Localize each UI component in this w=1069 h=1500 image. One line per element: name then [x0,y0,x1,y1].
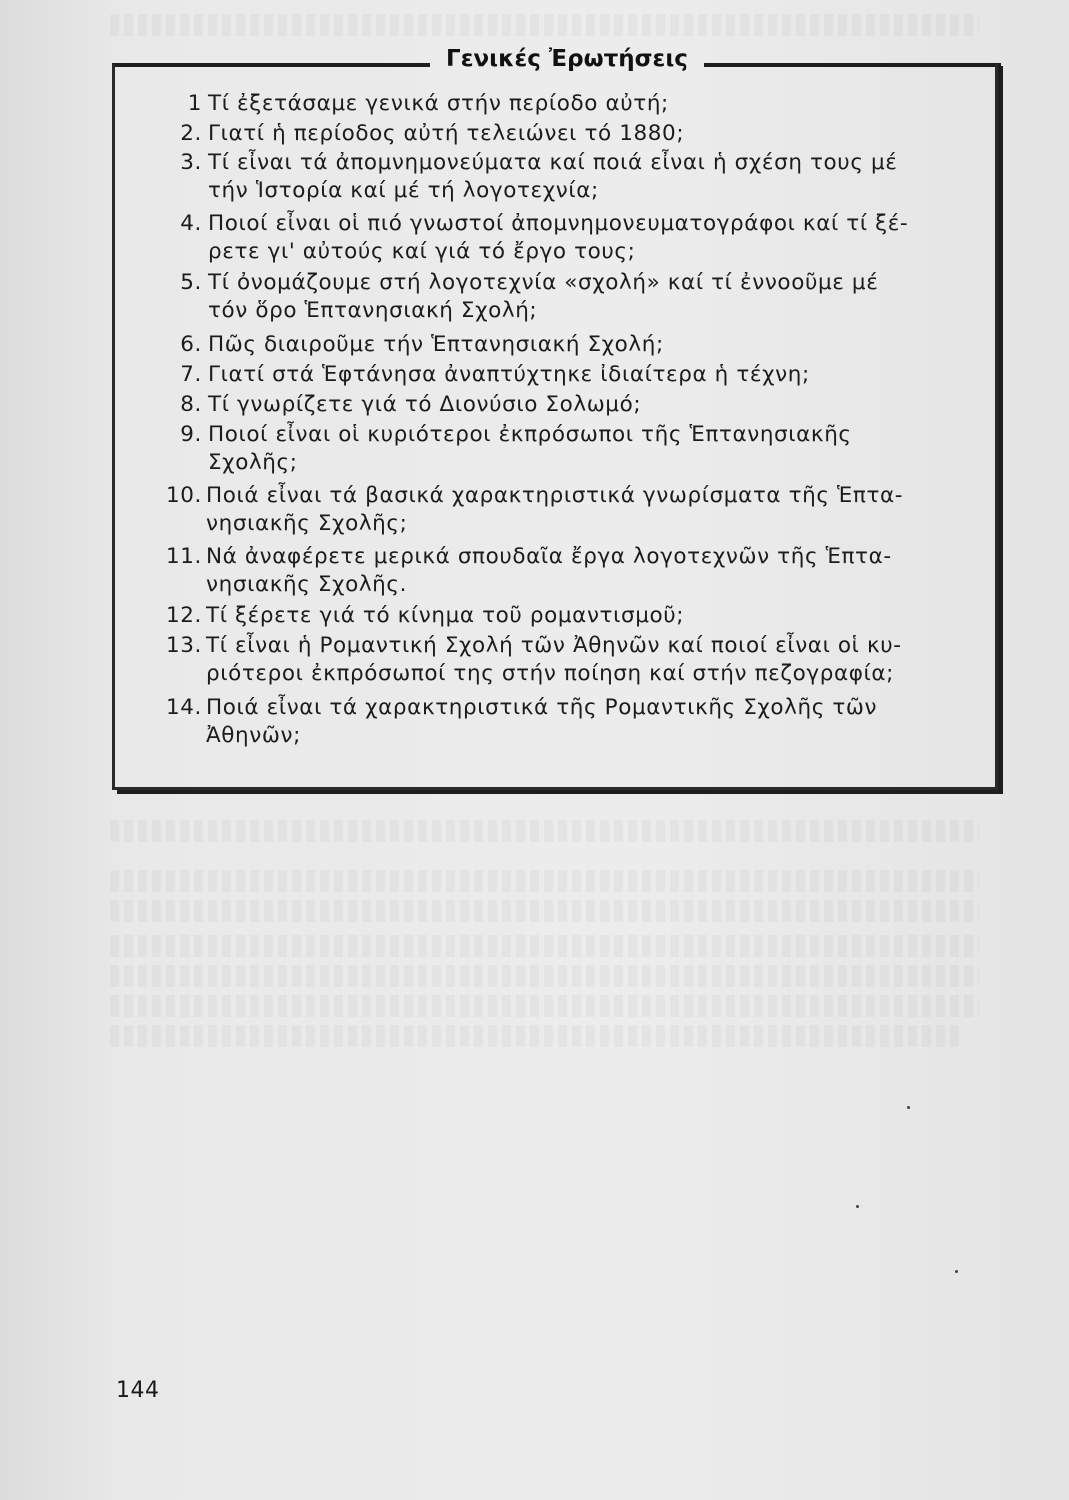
question-number: 4. [180,211,202,236]
question-text-line: Τί εἶναι τά ἀπομνημονεύματα καί ποιά εἶναι ἡ σχέση τους μέ [208,150,898,175]
section-title: Γενικές Ἐρωτήσεις [446,46,688,72]
question-text-line: Τί εἶναι ἡ Ρομαντική Σχολή τῶν Ἀθηνῶν καί ποιοί εἶναι οἱ κυ- [206,633,902,658]
bleed-through-texture [110,900,979,922]
bleed-through-texture [110,14,979,36]
question-text-line: Νά ἀναφέρετε μερικά σπουδαῖα ἔργα λογοτεχνῶν τῆς Ἑπτα- [206,544,892,569]
question-text-line: Πῶς διαιροῦμε τήν Ἑπτανησιακή Σχολή; [208,332,664,357]
question-item [140,421,980,480]
question-item [140,149,980,208]
question-number: 5. [180,270,202,295]
question-text-line: ριότεροι ἐκπρόσωποί της στήν ποίηση καί στήν πεζογραφία; [206,660,895,686]
bleed-through-texture [110,870,979,892]
question-number: 6. [180,332,202,357]
question-text-line: Ποιοί εἶναι οἱ πιό γνωστοί ἀπομνημονευματογράφοι καί τί ξέ- [208,211,909,236]
question-text-line: ρετε γι' αὐτούς καί γιά τό ἔργο τους; [208,238,636,264]
bleed-through-texture [110,1025,959,1047]
print-speck [955,1270,958,1273]
question-text-line: Γιατί ἡ περίοδος αὐτή τελειώνει τό 1880; [208,121,685,146]
question-text-line: Σχολῆς; [208,449,298,475]
question-item [140,269,980,328]
question-item [140,90,980,122]
question-number: 12. [166,603,202,628]
question-text-line: νησιακῆς Σχολῆς. [206,571,408,597]
question-number: 1 [187,91,202,116]
question-text-line: Ἀθηνῶν; [206,722,301,748]
question-item [140,391,980,423]
question-text-line: Τί γνωρίζετε γιά τό Διονύσιο Σολωμό; [208,392,642,417]
question-item [140,632,980,691]
question-text-line: Ποιά εἶναι τά χαρακτηριστικά τῆς Ρομαντικῆς Σχολῆς τῶν [206,695,878,720]
question-text-line: Τί ἐξετάσαμε γενικά στήν περίοδο αὐτή; [208,91,669,116]
question-number: 2. [180,121,202,146]
question-text-line: τήν Ἱστορία καί μέ τή λογοτεχνία; [208,177,599,203]
question-item [140,361,980,393]
question-text-line: τόν ὅρο Ἑπτανησιακή Σχολή; [208,297,538,323]
bleed-through-texture [110,965,979,987]
question-item [140,694,980,753]
bleed-through-texture [110,995,979,1017]
question-text-line: Ποιά εἶναι τά βασικά χαρακτηριστικά γνωρίσματα τῆς Ἑπτα- [206,483,904,508]
question-number: 10. [166,483,202,508]
question-text-line: Γιατί στά Ἑφτάνησα ἀναπτύχτηκε ἰδιαίτερα ἡ τέχνη; [208,362,810,387]
question-number: 7. [180,362,202,387]
question-number: 13. [166,633,202,658]
frame-shadow-right [998,66,1003,794]
question-item [140,331,980,363]
question-number: 14. [166,695,202,720]
question-item [140,120,980,152]
question-item [140,482,980,541]
print-speck [856,1205,859,1208]
bleed-through-texture [110,820,979,842]
question-item [140,602,980,634]
bleed-through-texture [110,935,979,957]
question-item [140,543,980,602]
question-text-line: νησιακῆς Σχολῆς; [206,510,408,536]
question-text-line: Ποιοί εἶναι οἱ κυριότεροι ἐκπρόσωποι τῆς Ἑπτανησιακῆς [208,422,852,447]
question-number: 9. [180,422,202,447]
question-number: 3. [180,150,202,175]
question-number: 11. [166,544,202,569]
question-text-line: Τί ὀνομάζουμε στή λογοτεχνία «σχολή» καί τί ἐννοοῦμε μέ [208,270,879,295]
print-speck [907,1106,910,1109]
frame-shadow-bottom [117,790,1003,794]
page-number: 144 [116,1378,160,1403]
question-number: 8. [180,392,202,417]
question-item [140,210,980,269]
question-text-line: Τί ξέρετε γιά τό κίνημα τοῦ ρομαντισμοῦ; [206,603,685,628]
